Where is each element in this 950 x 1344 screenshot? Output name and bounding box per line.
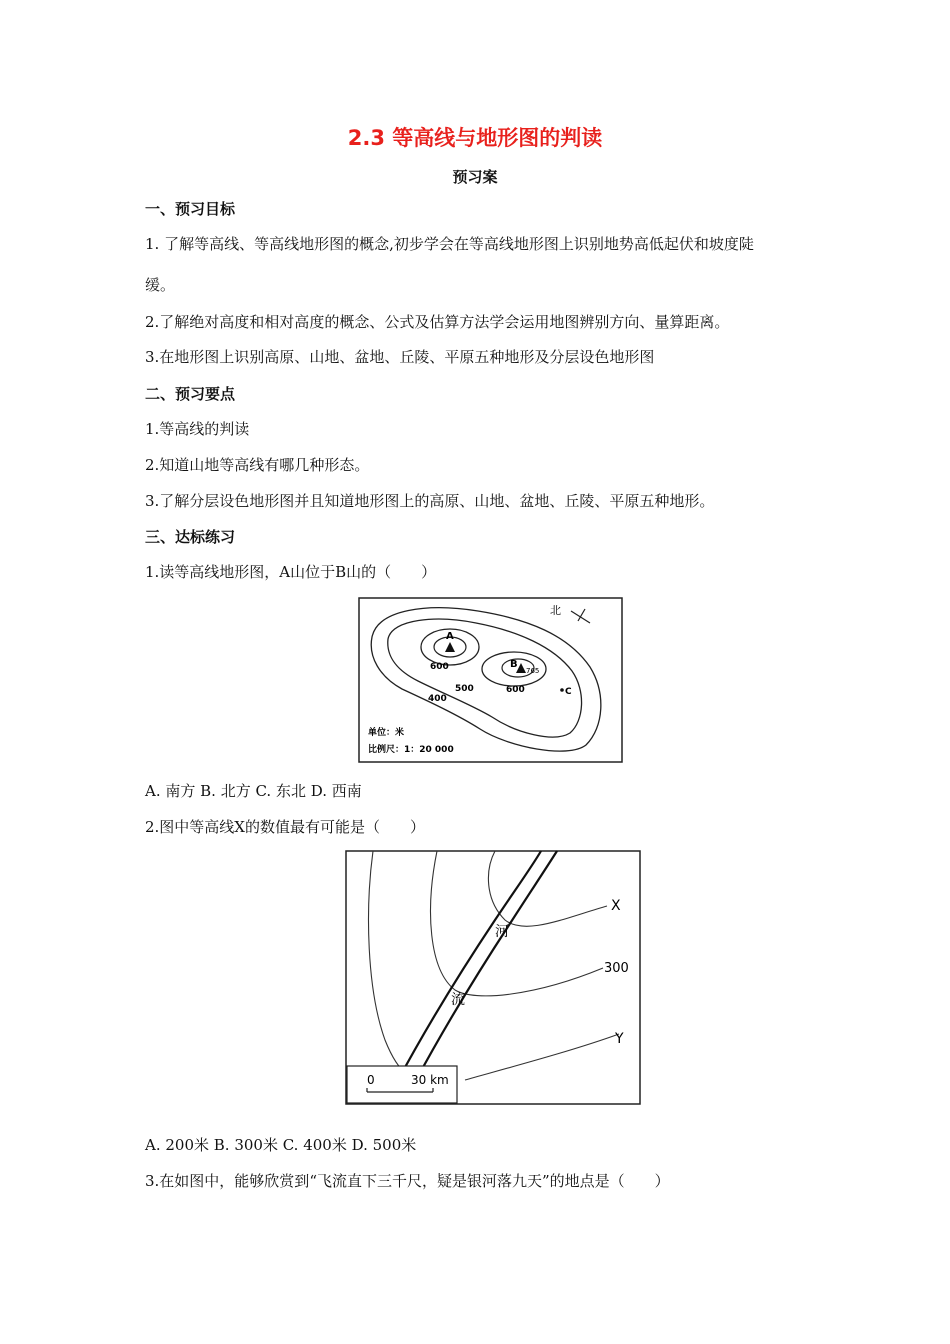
point-item-2: 2.知道山地等高线有哪几种形态。: [145, 456, 370, 474]
page-title: 2.3 等高线与地形图的判读: [347, 126, 603, 150]
label-300: 300: [604, 961, 629, 976]
section-heading-practice: 三、达标练习: [145, 528, 236, 546]
label-x: X: [611, 898, 621, 914]
page-subtitle: 预习案: [452, 168, 498, 186]
goal-item-1: 1. 了解等高线、等高线地形图的概念,初步学会在等高线地形图上识别地势高低起伏和坡度陡: [145, 235, 754, 253]
contour-label-500: 500: [455, 684, 474, 694]
label-y: Y: [615, 1031, 624, 1047]
map-scale: 比例尺：1：20 000: [368, 745, 454, 755]
question-3-text: 3.在如图中，能够欣赏到“飞流直下三千尺，疑是银河落九天”的地点是（ ）: [145, 1172, 670, 1190]
peak-b-label: B: [510, 659, 518, 670]
river-map-figure: [345, 850, 641, 1105]
point-item-1: 1.等高线的判读: [145, 420, 250, 438]
point-item-3: 3.了解分层设色地形图并且知道地形图上的高原、山地、盆地、丘陵、平原五种地形。: [145, 492, 715, 510]
point-c-label: C: [565, 687, 572, 697]
north-label: 北: [550, 604, 561, 617]
goal-item-3: 3.在地形图上识别高原、山地、盆地、丘陵、平原五种地形及分层设色地形图: [145, 348, 655, 366]
goal-item-1-cont: 缓。: [145, 276, 176, 294]
question-1-options: A. 南方 B. 北方 C. 东北 D. 西南: [145, 782, 362, 800]
section-heading-points: 二、预习要点: [145, 385, 236, 403]
river-label-2: 流: [451, 992, 465, 1008]
contour-label-400: 400: [428, 694, 447, 704]
contour-label-600-b: 600: [506, 685, 525, 695]
scale-30km: 30 km: [411, 1073, 449, 1087]
goal-item-2: 2.了解绝对高度和相对高度的概念、公式及估算方法学会运用地图辨别方向、量算距离。: [145, 313, 730, 331]
contour-map: [358, 597, 623, 763]
question-1-text: 1.读等高线地形图，A山位于B山的（ ）: [145, 563, 437, 581]
point-c-dot: [560, 688, 564, 692]
question-2-options: A. 200米 B. 300米 C. 400米 D. 500米: [145, 1136, 417, 1154]
contour-map-figure: [358, 597, 623, 763]
scale-zero: 0: [367, 1073, 375, 1087]
peak-b-height: 765: [526, 667, 540, 675]
river-map: [345, 850, 641, 1105]
map-unit: 单位：米: [368, 728, 405, 738]
river-label-1: 河: [495, 924, 509, 940]
contour-label-600-a: 600: [430, 662, 449, 672]
section-heading-goals: 一、预习目标: [145, 200, 236, 218]
peak-a-label: A: [446, 631, 454, 642]
question-2-text: 2.图中等高线X的数值最有可能是（ ）: [145, 818, 425, 836]
